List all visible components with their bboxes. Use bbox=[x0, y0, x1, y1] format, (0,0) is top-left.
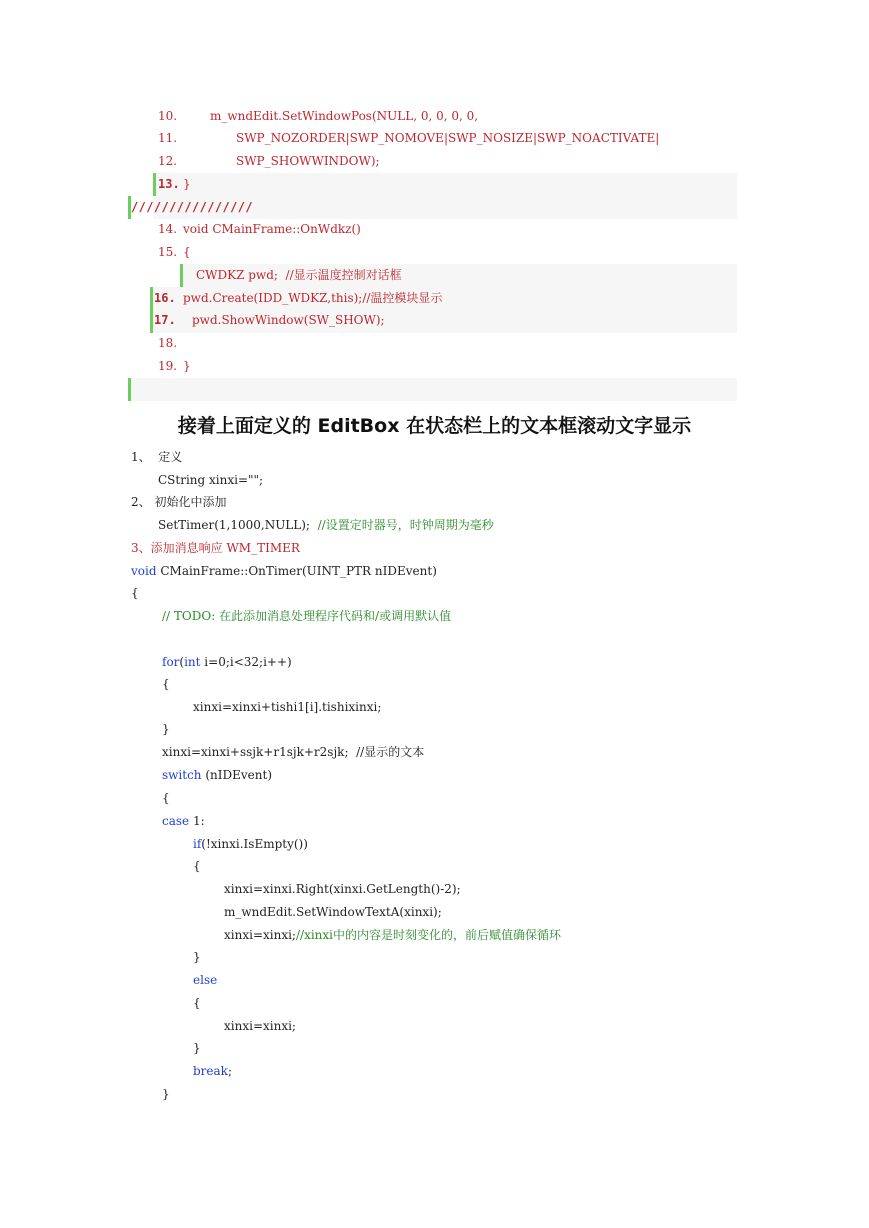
code-text: SetTimer(1,1000,NULL); bbox=[158, 518, 310, 532]
code-line-text: { bbox=[183, 245, 191, 259]
code-line: xinxi=xinxi; bbox=[224, 1019, 296, 1033]
code-line-text: //////////////// bbox=[131, 200, 253, 214]
code-line: { bbox=[193, 996, 201, 1010]
line-number: 16. bbox=[154, 291, 176, 305]
code-line bbox=[154, 309, 176, 331]
keyword: void bbox=[131, 564, 157, 578]
code-line bbox=[193, 1060, 232, 1082]
line-number: 18. bbox=[158, 336, 178, 350]
code-line: } bbox=[193, 950, 201, 964]
code-text: i=0;i<32;i++) bbox=[200, 655, 292, 669]
code-text: (!xinxi.IsEmpty()) bbox=[201, 837, 308, 851]
code-text: ( bbox=[179, 655, 185, 669]
code-line bbox=[158, 241, 177, 263]
code-line bbox=[158, 173, 180, 195]
code-line bbox=[131, 560, 437, 582]
code-line bbox=[158, 332, 177, 354]
line-number: 15. bbox=[158, 245, 178, 259]
code-line-text: void CMainFrame::OnWdkz() bbox=[183, 222, 361, 236]
line-number: 11. bbox=[158, 131, 178, 145]
keyword: else bbox=[193, 973, 218, 987]
code-line bbox=[162, 810, 205, 832]
code-text: ; bbox=[227, 1064, 232, 1078]
keyword: case bbox=[162, 814, 190, 828]
code-line: { bbox=[162, 677, 170, 691]
code-line bbox=[162, 651, 292, 673]
step-1-label: 1、 定义 bbox=[131, 450, 183, 464]
code-line bbox=[158, 127, 177, 149]
code-comment: //设置定时器号，时钟周期为毫秒 bbox=[317, 518, 494, 532]
code-line-text: CWDKZ pwd; //显示温度控制对话框 bbox=[196, 268, 402, 282]
code-line-text: } bbox=[183, 177, 191, 191]
code-text: 1: bbox=[189, 814, 205, 828]
code-text: CString xinxi=""; bbox=[158, 473, 264, 487]
step-1-code bbox=[158, 469, 263, 491]
code-highlight-bar bbox=[180, 264, 183, 287]
keyword: int bbox=[184, 655, 201, 669]
code-line-text: pwd.Create(IDD_WDKZ,this);//温控模块显示 bbox=[183, 291, 443, 305]
code-line-text: m_wndEdit.SetWindowPos(NULL, 0, 0, 0, 0, bbox=[210, 109, 479, 123]
line-number: 10. bbox=[158, 109, 178, 123]
code-line-text: SWP_NOZORDER|SWP_NOMOVE|SWP_NOSIZE|SWP_NOACTIVATE| bbox=[236, 131, 660, 145]
code-line: { bbox=[131, 586, 139, 600]
code-line-text: pwd.ShowWindow(SW_SHOW); bbox=[192, 313, 385, 327]
step-3-label: 3、添加消息响应 WM_TIMER bbox=[131, 541, 300, 555]
line-number: 12. bbox=[158, 154, 178, 168]
code-line: { bbox=[162, 791, 170, 805]
code-line: xinxi=xinxi.Right(xinxi.GetLength()-2); bbox=[224, 882, 461, 896]
code-line bbox=[193, 833, 308, 855]
section-heading: 接着上面定义的 EditBox 在状态栏上的文本框滚动文字显示 bbox=[177, 415, 692, 437]
step-2-label: 2、 初始化中添加 bbox=[131, 495, 227, 509]
code-line bbox=[158, 150, 177, 172]
code-text: CMainFrame::OnTimer(UINT_PTR nIDEvent) bbox=[156, 564, 437, 578]
keyword: break bbox=[193, 1064, 228, 1078]
line-number: 19. bbox=[158, 359, 178, 373]
code-line bbox=[158, 218, 177, 240]
keyword: switch bbox=[162, 768, 202, 782]
code-line bbox=[224, 924, 561, 946]
code-highlight-bar bbox=[153, 173, 156, 196]
code-highlight-band bbox=[128, 378, 737, 401]
keyword: for bbox=[162, 655, 180, 669]
code-line: m_wndEdit.SetWindowTextA(xinxi); bbox=[224, 905, 442, 919]
code-text: xinxi=xinxi; bbox=[224, 928, 296, 942]
code-text: (nIDEvent) bbox=[201, 768, 273, 782]
code-line: { bbox=[193, 859, 201, 873]
line-number: 17. bbox=[154, 313, 176, 327]
code-line-text: SWP_SHOWWINDOW); bbox=[236, 154, 380, 168]
code-line bbox=[154, 287, 176, 309]
code-highlight-bar bbox=[128, 378, 131, 401]
code-line bbox=[162, 764, 272, 786]
code-line: } bbox=[162, 1087, 170, 1101]
code-line bbox=[158, 105, 177, 127]
code-comment: //xinxi中的内容是时刻变化的，前后赋值确保循环 bbox=[295, 928, 562, 942]
code-line: } bbox=[193, 1041, 201, 1055]
code-highlight-bar bbox=[150, 287, 153, 333]
code-line: } bbox=[162, 722, 170, 736]
code-line: xinxi=xinxi+ssjk+r1sjk+r2sjk; //显示的文本 bbox=[162, 745, 425, 759]
step-2-code bbox=[158, 514, 494, 536]
keyword: if bbox=[193, 837, 202, 851]
code-line-text: } bbox=[183, 359, 191, 373]
code-line bbox=[158, 355, 177, 377]
line-number: 13. bbox=[158, 177, 180, 191]
code-comment: // TODO: 在此添加消息处理程序代码和/或调用默认值 bbox=[162, 609, 452, 623]
code-line: xinxi=xinxi+tishi1[i].tishixinxi; bbox=[193, 700, 382, 714]
line-number: 14. bbox=[158, 222, 178, 236]
